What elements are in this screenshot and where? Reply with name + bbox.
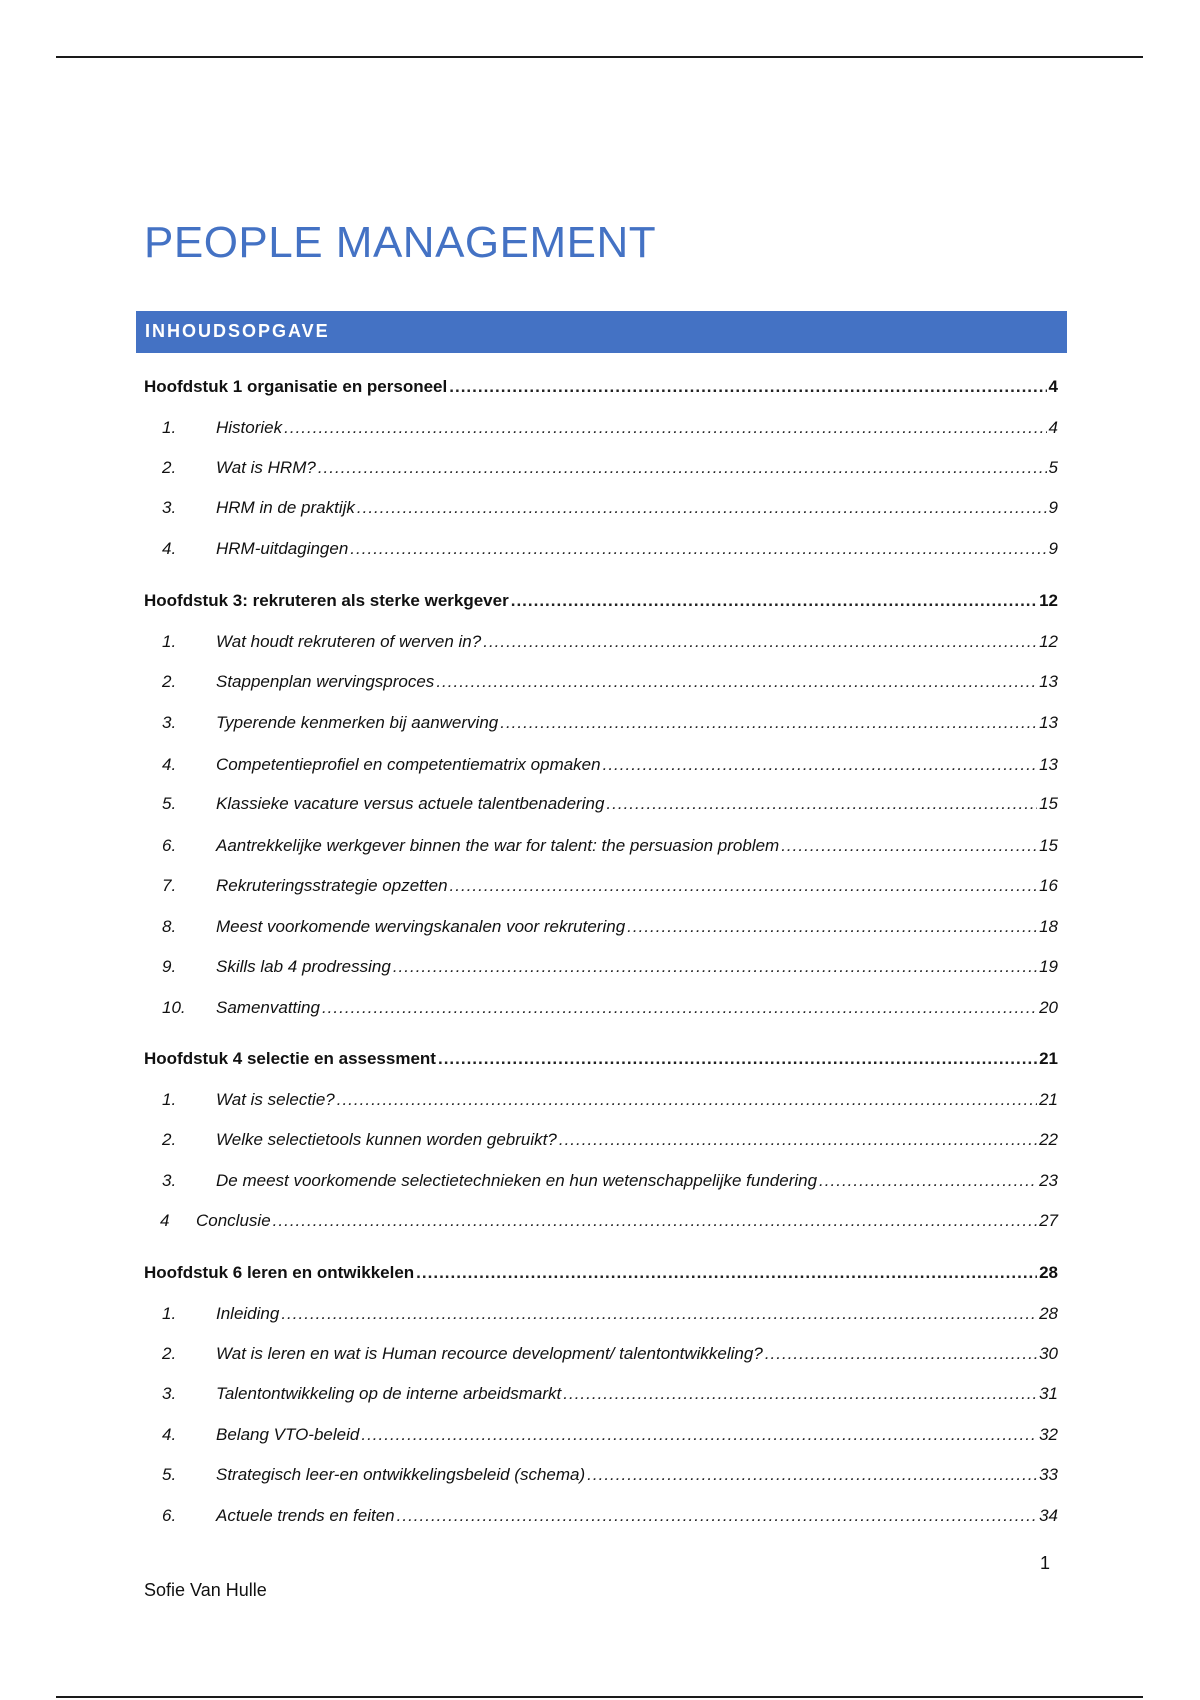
toc-page: 22 (1039, 1130, 1058, 1149)
toc-label: Meest voorkomende wervingskanalen voor rekrutering (216, 917, 626, 936)
toc-leader (483, 632, 1037, 652)
toc-page: 30 (1039, 1344, 1058, 1363)
toc-leader (350, 539, 1046, 559)
toc-number: 9. (162, 957, 177, 976)
toc-page: 4 (1048, 418, 1058, 437)
toc-number: 3. (162, 498, 177, 517)
toc-label: Stappenplan wervingsproces (216, 672, 435, 691)
toc-label: Hoofdstuk 4 selectie en assessment (144, 1049, 436, 1068)
toc-number: 3. (162, 1384, 177, 1403)
toc-leader (357, 498, 1047, 518)
toc-label: Wat is selectie? (216, 1090, 335, 1109)
toc-number: 3. (162, 1171, 177, 1190)
toc-entry[interactable] (144, 418, 1058, 444)
toc-label: Wat houdt rekruteren of werven in? (216, 632, 482, 651)
toc-page: 34 (1039, 1506, 1058, 1525)
toc-page: 15 (1039, 794, 1058, 813)
toc-number: 1. (162, 632, 177, 651)
toc-leader (511, 591, 1037, 611)
toc-leader (438, 1049, 1037, 1069)
toc-label: HRM in de praktijk (216, 498, 355, 517)
toc-label: Welke selectietools kunnen worden gebruikt? (216, 1130, 557, 1149)
toc-entry[interactable] (144, 876, 1058, 902)
toc-number: 5. (162, 794, 177, 813)
toc-page: 12 (1039, 632, 1058, 651)
document-title: PEOPLE MANAGEMENT (144, 218, 657, 267)
toc-entry[interactable] (144, 632, 1058, 658)
toc-entry[interactable] (144, 713, 1058, 739)
toc-page: 12 (1039, 591, 1058, 610)
toc-entry[interactable] (144, 1465, 1058, 1491)
toc-leader (284, 418, 1046, 438)
page-number: 1 (1040, 1553, 1051, 1573)
toc-page: 18 (1039, 917, 1058, 936)
toc-entry[interactable] (144, 836, 1058, 862)
toc-label: Inleiding (216, 1304, 280, 1323)
toc-leader (563, 1384, 1037, 1404)
toc-page: 13 (1039, 755, 1058, 774)
toc-page: 16 (1039, 876, 1058, 895)
toc-chapter[interactable] (144, 1263, 1058, 1289)
toc-entry[interactable] (144, 1090, 1058, 1116)
toc-number: 4. (162, 1425, 177, 1444)
toc-leader (273, 1211, 1037, 1231)
toc-label: Hoofdstuk 3: rekruteren als sterke werkgever (144, 591, 509, 610)
toc-leader (393, 957, 1037, 977)
bottom-rule (56, 1696, 1143, 1698)
toc-label: Competentieprofiel en competentiematrix opmaken (216, 755, 601, 774)
toc-number: 1. (162, 1090, 177, 1109)
toc-page: 21 (1039, 1049, 1058, 1068)
toc-page: 21 (1039, 1090, 1058, 1109)
toc-number: 8. (162, 917, 177, 936)
toc-page: 4 (1048, 377, 1058, 396)
toc-page: 15 (1039, 836, 1058, 855)
toc-entry[interactable] (144, 998, 1058, 1024)
toc-entry[interactable] (144, 458, 1058, 484)
toc-label: Klassieke vacature versus actuele talentbenadering (216, 794, 605, 813)
toc-leader (765, 1344, 1037, 1364)
toc-page: 23 (1039, 1171, 1058, 1190)
toc-page: 27 (1039, 1211, 1058, 1230)
toc-entry[interactable] (144, 539, 1058, 565)
toc-page: 28 (1039, 1304, 1058, 1323)
toc-number: 4. (162, 539, 177, 558)
toc-leader (337, 1090, 1037, 1110)
toc-leader (500, 713, 1037, 733)
toc-number: 6. (162, 1506, 177, 1525)
toc-leader (450, 876, 1038, 896)
toc-page: 13 (1039, 713, 1058, 732)
toc-entry[interactable] (144, 917, 1058, 943)
toc-label: HRM-uitdagingen (216, 539, 349, 558)
toc-entry[interactable] (144, 672, 1058, 698)
toc-entry[interactable] (144, 1304, 1058, 1330)
toc-chapter[interactable] (144, 591, 1058, 617)
toc-label: Actuele trends en feiten (216, 1506, 395, 1525)
toc-label: Wat is leren en wat is Human recource development/ talentontwikkeling? (216, 1344, 763, 1363)
toc-leader (281, 1304, 1037, 1324)
toc-leader (449, 377, 1046, 397)
toc-leader (559, 1130, 1037, 1150)
footer-author: Sofie Van Hulle (144, 1580, 267, 1600)
toc-page: 19 (1039, 957, 1058, 976)
toc-entry[interactable] (144, 1130, 1058, 1156)
toc-number: 7. (162, 876, 177, 895)
toc-entry[interactable] (144, 957, 1058, 983)
toc-label: Rekruteringsstrategie opzetten (216, 876, 448, 895)
toc-page: 5 (1048, 458, 1058, 477)
toc-number: 3. (162, 713, 177, 732)
toc-heading-bar (136, 311, 1067, 353)
toc-label: Historiek (216, 418, 283, 437)
toc-page: 20 (1039, 998, 1058, 1017)
toc-label: Conclusie (196, 1211, 271, 1230)
toc-number: 10. (162, 998, 186, 1017)
toc-label: Belang VTO-beleid (216, 1425, 360, 1444)
toc-leader (397, 1506, 1037, 1526)
toc-label: Wat is HRM? (216, 458, 316, 477)
toc-label: Hoofdstuk 6 leren en ontwikkelen (144, 1263, 415, 1282)
toc-number: 1. (162, 418, 177, 437)
toc-entry[interactable] (144, 498, 1058, 524)
toc-entry[interactable] (144, 794, 1058, 820)
toc-page: 9 (1048, 539, 1058, 558)
toc-label: Aantrekkelijke werkgever binnen the war for talent: the persuasion problem (216, 836, 780, 855)
toc-page: 31 (1039, 1384, 1058, 1403)
toc-leader (361, 1425, 1037, 1445)
toc-leader (603, 755, 1037, 775)
toc-entry[interactable] (144, 755, 1058, 781)
toc-leader (318, 458, 1047, 478)
toc-number: 2. (162, 672, 177, 691)
toc-page: 32 (1039, 1425, 1058, 1444)
toc-page: 9 (1048, 498, 1058, 517)
toc-number: 2. (162, 458, 177, 477)
top-rule (56, 56, 1143, 58)
toc-label: De meest voorkomende selectietechnieken en hun wetenschappelijke fundering (216, 1171, 818, 1190)
toc-leader (587, 1465, 1037, 1485)
toc-leader (322, 998, 1037, 1018)
toc-number: 2. (162, 1130, 177, 1149)
toc-leader (627, 917, 1037, 937)
toc-entry[interactable] (144, 1171, 1058, 1197)
toc-label: Skills lab 4 prodressing (216, 957, 391, 976)
toc-chapter[interactable] (144, 377, 1058, 403)
toc-leader (416, 1263, 1037, 1283)
toc-label: Talentontwikkeling op de interne arbeidsmarkt (216, 1384, 562, 1403)
toc-number: 5. (162, 1465, 177, 1484)
toc-number: 4 (160, 1211, 170, 1230)
toc-entry[interactable] (144, 1425, 1058, 1451)
toc-chapter[interactable] (144, 1049, 1058, 1075)
toc-number: 4. (162, 755, 177, 774)
toc-leader (436, 672, 1037, 692)
toc-entry[interactable] (144, 1384, 1058, 1410)
toc-page: 13 (1039, 672, 1058, 691)
toc-label: Samenvatting (216, 998, 320, 1017)
toc-entry[interactable] (144, 1344, 1058, 1370)
toc-page: 33 (1039, 1465, 1058, 1484)
toc-entry[interactable] (144, 1211, 1058, 1237)
toc-number: 2. (162, 1344, 177, 1363)
toc-leader (781, 836, 1037, 856)
toc-leader (606, 794, 1037, 814)
toc-entry[interactable] (144, 1506, 1058, 1532)
toc-label: Strategisch leer-en ontwikkelingsbeleid (schema) (216, 1465, 586, 1484)
toc-number: 6. (162, 836, 177, 855)
toc-heading: INHOUDSOPGAVE (145, 321, 330, 341)
toc-number: 1. (162, 1304, 177, 1323)
toc-label: Hoofdstuk 1 organisatie en personeel (144, 377, 448, 396)
toc-page: 28 (1039, 1263, 1058, 1282)
toc-label: Typerende kenmerken bij aanwerving (216, 713, 499, 732)
toc-leader (819, 1171, 1037, 1191)
